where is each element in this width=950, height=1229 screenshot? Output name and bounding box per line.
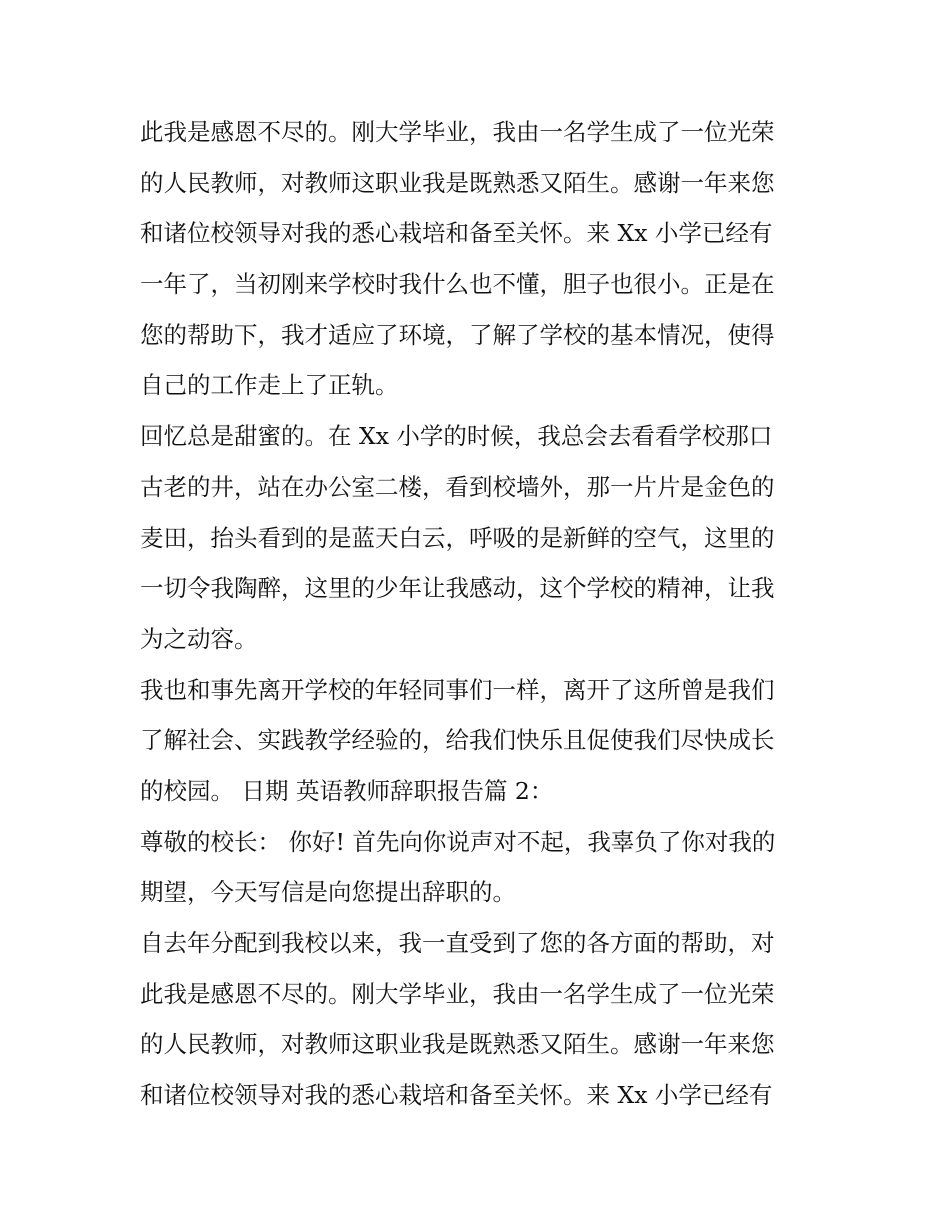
text-line: 古老的井，站在办公室二楼，看到校墙外，那一片片是金色的 [140, 472, 775, 501]
text-line: 此我是感恩不尽的。刚大学毕业，我由一名学生成了一位光荣 [140, 118, 775, 146]
text-line: 的人民教师，对教师这职业我是既熟悉又陌生。感谢一年来您 [140, 168, 775, 197]
text-line: 的人民教师，对教师这职业我是既熟悉又陌生。感谢一年来您 [140, 1030, 775, 1059]
text-line: 和诸位校领导对我的悉心栽培和备至关怀。来 Xx 小学已经有 [140, 219, 773, 248]
text-line: 您的帮助下，我才适应了环境，了解了学校的基本情况，使得 [140, 320, 775, 349]
text-line: 回忆总是甜蜜的。在 Xx 小学的时候，我总会去看看学校那口 [140, 422, 773, 451]
text-line: 期望，今天写信是向您提出辞职的。 [140, 878, 516, 907]
text-line: 和诸位校领导对我的悉心栽培和备至关怀。来 Xx 小学已经有 [140, 1081, 773, 1110]
text-line: 了解社会、实践教学经验的，给我们快乐且促使我们尽快成长 [140, 726, 775, 755]
text-line: 为之动容。 [140, 624, 258, 653]
document-body [140, 107, 820, 1121]
text-line: 尊敬的校长： 你好! 首先向你说声对不起，我辜负了你对我的 [140, 827, 776, 856]
text-line: 我也和事先离开学校的年轻同事们一样，离开了这所曾是我们 [140, 675, 775, 704]
text-line: 一切令我陶醉，这里的少年让我感动，这个学校的精神，让我 [140, 574, 775, 603]
text-line: 此我是感恩不尽的。刚大学毕业，我由一名学生成了一位光荣 [140, 979, 775, 1008]
text-line: 自去年分配到我校以来，我一直受到了您的各方面的帮助，对 [140, 929, 775, 957]
text-line: 麦田，抬头看到的是蓝天白云，呼吸的是新鲜的空气，这里的 [140, 523, 775, 552]
text-line: 自己的工作走上了正轨。 [140, 371, 399, 400]
text-line: 一年了，当初刚来学校时我什么也不懂，胆子也很小。正是在 [140, 270, 775, 299]
text-line: 的校园。 日期 英语教师辞职报告篇 2： [140, 776, 554, 805]
